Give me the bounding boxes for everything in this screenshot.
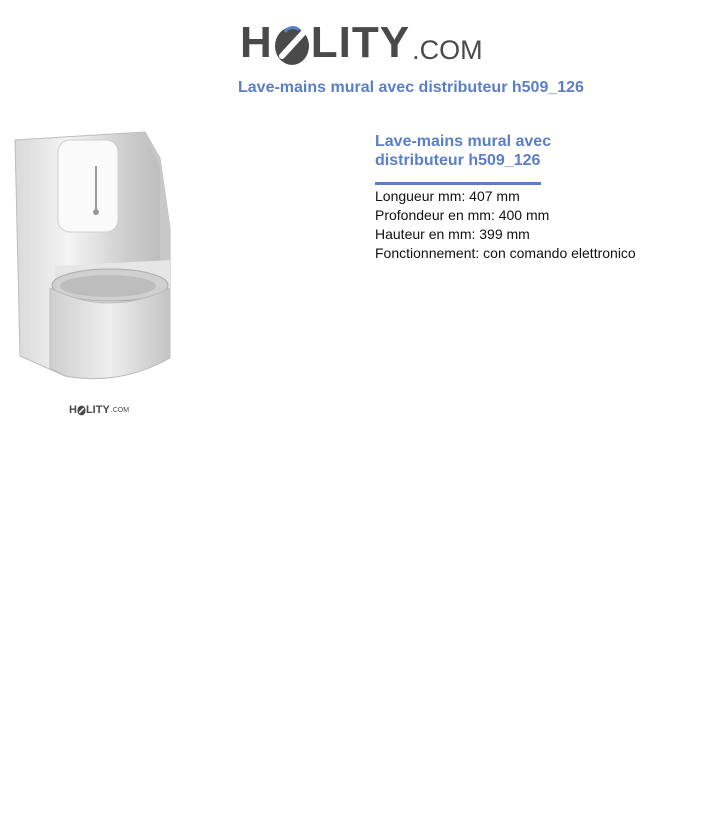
spec-depth: Profondeur en mm: 400 mm (375, 207, 550, 223)
product-details (375, 132, 705, 263)
page-title: Lave-mains mural avec distributeur h509_126 (238, 79, 584, 96)
small-logo-o-icon (77, 405, 86, 416)
logo-text-com: .COM (412, 35, 483, 65)
title-underline (375, 182, 541, 185)
small-logo-text-h: H (69, 404, 77, 416)
spec-operation: Fonctionnement: con comando elettronico (375, 245, 636, 261)
holity-logo[interactable] (240, 12, 483, 68)
logo-o-icon (273, 18, 311, 68)
product-title: Lave-mains mural avec distributeur h509_126 (375, 133, 552, 169)
logo-text-h: H (240, 18, 273, 67)
product-image (10, 128, 180, 388)
small-logo-text-com: .COM (110, 407, 130, 414)
spec-length: Longueur mm: 407 mm (375, 188, 520, 204)
spec-height: Hauteur en mm: 399 mm (375, 226, 530, 242)
logo-text-lity: LITY (310, 18, 411, 67)
product-image-logo (69, 404, 129, 416)
small-logo-text-lity: LITY (85, 404, 110, 416)
